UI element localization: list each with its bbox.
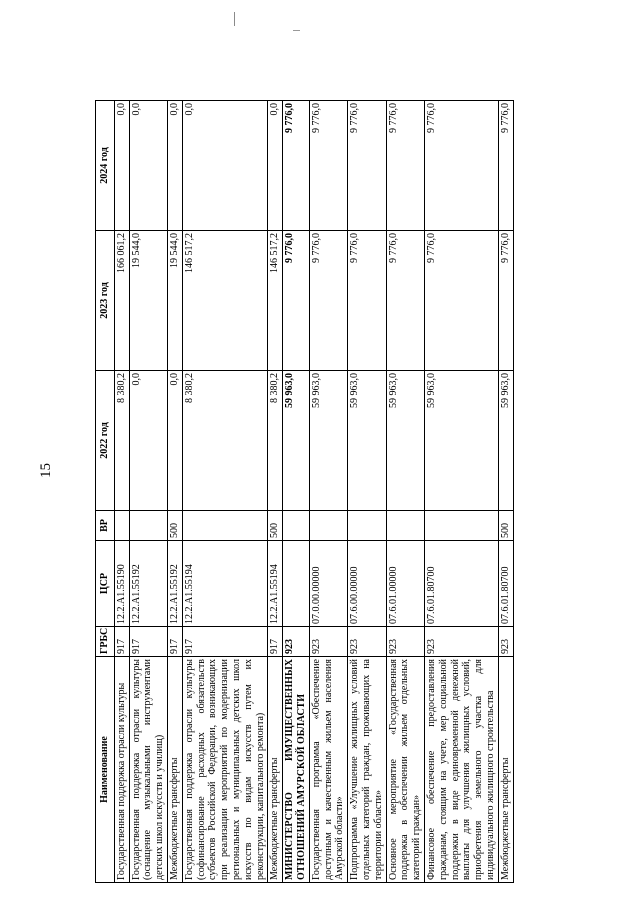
table-row xyxy=(182,101,268,883)
cell-name: Государственная поддержка отрасли культуры (софинансирование расходных обязательств субъектов Российской Федерации, возникающих при реализации мероприятий по модернизации региональных и муниципальных детских школ искусств по видам искусств путем их реконструкции, капитального ремонта) xyxy=(182,657,268,883)
cell-vr: 500 xyxy=(167,511,182,541)
table-row xyxy=(348,101,386,883)
cell-2024: 9 776,0 xyxy=(424,101,498,231)
table-header-row xyxy=(96,101,115,883)
scan-artifact-line xyxy=(234,12,235,26)
cell-2022: 59 963,0 xyxy=(498,371,513,511)
cell-2022: 0,0 xyxy=(167,371,182,511)
cell-2023: 9 776,0 xyxy=(498,231,513,371)
cell-vr xyxy=(182,511,268,541)
cell-2023: 9 776,0 xyxy=(309,231,347,371)
cell-2022: 8 380,2 xyxy=(182,371,268,511)
cell-2022: 59 963,0 xyxy=(348,371,386,511)
cell-csr: 12.2.A1.55190 xyxy=(114,541,129,627)
cell-csr: 07.6.00.00000 xyxy=(348,541,386,627)
cell-vr xyxy=(129,511,167,541)
cell-grbs: 923 xyxy=(498,627,513,657)
cell-grbs: 923 xyxy=(424,627,498,657)
cell-2024: 0,0 xyxy=(182,101,268,231)
cell-name: Государственная программа «Обеспечение доступным и качественным жильем населения Амурской области» xyxy=(309,657,347,883)
cell-2024: 0,0 xyxy=(167,101,182,231)
cell-2022: 59 963,0 xyxy=(283,371,310,511)
cell-2023: 19 544,0 xyxy=(167,231,182,371)
cell-2024: 0,0 xyxy=(114,101,129,231)
table-row xyxy=(386,101,424,883)
cell-2023: 9 776,0 xyxy=(424,231,498,371)
table-row xyxy=(129,101,167,883)
cell-name: Межбюджетные трансферты xyxy=(268,657,283,883)
cell-name: Государственная поддержка отрасли культуры (оснащение музыкальными инструментами детских школ искусств и училищ) xyxy=(129,657,167,883)
cell-name: Подпрограмма «Улучшение жилищных условий отдельных категорий граждан, проживающих на территории области» xyxy=(348,657,386,883)
cell-csr: 07.6.01.80700 xyxy=(424,541,498,627)
cell-2022: 59 963,0 xyxy=(309,371,347,511)
table-row xyxy=(114,101,129,883)
page-number: 15 xyxy=(38,463,54,478)
cell-grbs: 917 xyxy=(182,627,268,657)
table-row xyxy=(167,101,182,883)
cell-vr xyxy=(309,511,347,541)
cell-csr: 07.6.01.00000 xyxy=(386,541,424,627)
cell-2024: 9 776,0 xyxy=(348,101,386,231)
cell-csr: 12.2.A1.55192 xyxy=(167,541,182,627)
cell-name: Финансовое обеспечение предоставления гражданам, стоящим на учете, мер социальной поддержки в виде единовременной денежной выплаты для улучшения жилищных условий, приобретения земельного участка для индивидуального жилищного строительства xyxy=(424,657,498,883)
rotated-table-container xyxy=(95,101,530,883)
header-name: Наименование xyxy=(96,657,115,883)
cell-2024: 9 776,0 xyxy=(309,101,347,231)
cell-2023: 9 776,0 xyxy=(348,231,386,371)
header-2024: 2024 год xyxy=(96,101,115,231)
cell-grbs: 923 xyxy=(309,627,347,657)
table-row xyxy=(268,101,283,883)
cell-2024: 9 776,0 xyxy=(498,101,513,231)
table-row xyxy=(498,101,513,883)
cell-csr: 07.0.00.00000 xyxy=(309,541,347,627)
cell-2023: 9 776,0 xyxy=(283,231,310,371)
cell-vr xyxy=(283,511,310,541)
cell-grbs: 917 xyxy=(268,627,283,657)
cell-2024: 9 776,0 xyxy=(386,101,424,231)
cell-vr xyxy=(348,511,386,541)
cell-grbs: 917 xyxy=(114,627,129,657)
header-2023: 2023 год xyxy=(96,231,115,371)
cell-2023: 146 517,2 xyxy=(268,231,283,371)
cell-2023: 166 061,2 xyxy=(114,231,129,371)
cell-csr xyxy=(283,541,310,627)
cell-name: МИНИСТЕРСТВО ИМУЩЕСТВЕННЫХ ОТНОШЕНИЙ АМУРСКОЙ ОБЛАСТИ xyxy=(283,657,310,883)
cell-2022: 0,0 xyxy=(129,371,167,511)
cell-vr: 500 xyxy=(268,511,283,541)
header-grbs: ГРБС xyxy=(96,627,115,657)
header-vr: ВР xyxy=(96,511,115,541)
cell-grbs: 923 xyxy=(348,627,386,657)
cell-vr xyxy=(114,511,129,541)
budget-table xyxy=(95,100,514,883)
cell-vr: 500 xyxy=(498,511,513,541)
cell-vr xyxy=(386,511,424,541)
cell-2024: 0,0 xyxy=(129,101,167,231)
cell-name: Межбюджетные трансферты xyxy=(167,657,182,883)
header-csr: ЦСР xyxy=(96,541,115,627)
cell-name: Межбюджетные трансферты xyxy=(498,657,513,883)
cell-2023: 146 517,2 xyxy=(182,231,268,371)
cell-grbs: 917 xyxy=(129,627,167,657)
header-2022: 2022 год xyxy=(96,371,115,511)
cell-csr: 12.2.A1.55194 xyxy=(182,541,268,627)
scan-artifact-dash xyxy=(293,30,300,31)
cell-2022: 8 380,2 xyxy=(268,371,283,511)
cell-vr xyxy=(424,511,498,541)
cell-csr: 07.6.01.80700 xyxy=(498,541,513,627)
cell-grbs: 923 xyxy=(283,627,310,657)
cell-2024: 9 776,0 xyxy=(283,101,310,231)
cell-2024: 0,0 xyxy=(268,101,283,231)
cell-csr: 12.2.A1.55192 xyxy=(129,541,167,627)
table-body xyxy=(114,101,513,883)
cell-2023: 9 776,0 xyxy=(386,231,424,371)
cell-2022: 59 963,0 xyxy=(386,371,424,511)
table-row xyxy=(424,101,498,883)
table-row xyxy=(283,101,310,883)
table-row xyxy=(309,101,347,883)
cell-grbs: 923 xyxy=(386,627,424,657)
cell-grbs: 917 xyxy=(167,627,182,657)
cell-2022: 8 380,2 xyxy=(114,371,129,511)
cell-name: Государственная поддержка отрасли культуры xyxy=(114,657,129,883)
cell-2022: 59 963,0 xyxy=(424,371,498,511)
cell-csr: 12.2.A1.55194 xyxy=(268,541,283,627)
cell-name: Основное мероприятие «Государственная поддержка в обеспечении жильем отдельных категорий граждан» xyxy=(386,657,424,883)
cell-2023: 19 544,0 xyxy=(129,231,167,371)
